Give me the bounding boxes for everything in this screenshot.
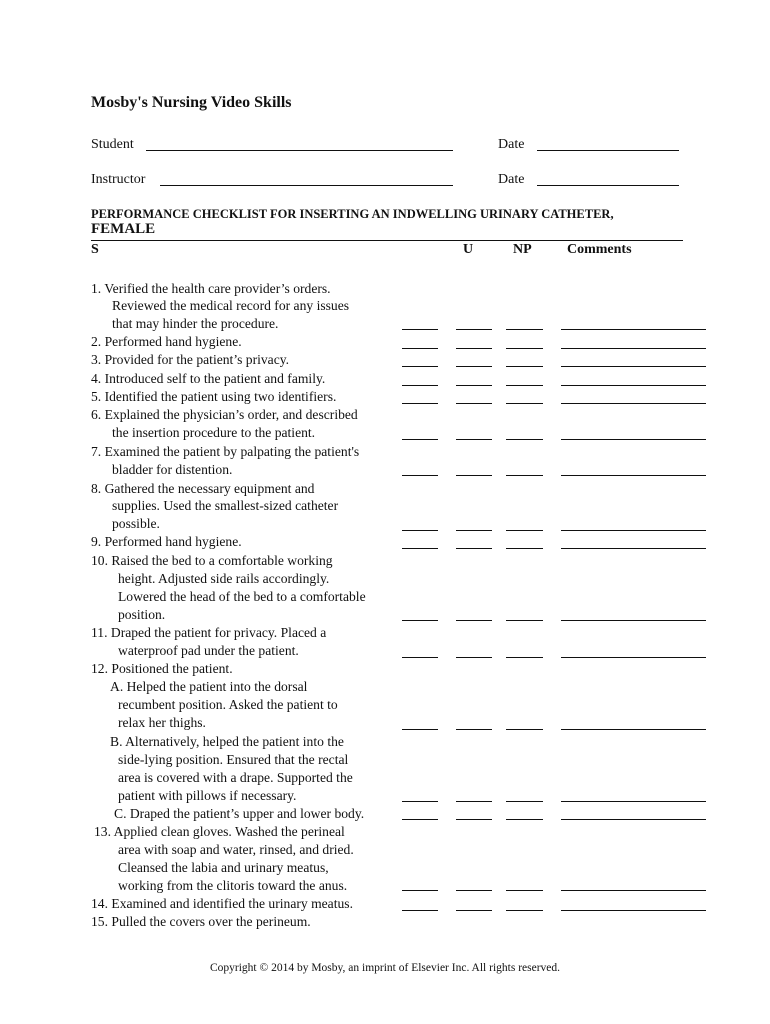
checklist-line: area with soap and water, rinsed, and dried. — [118, 842, 354, 857]
s-blank[interactable] — [402, 620, 438, 621]
np-blank[interactable] — [506, 729, 543, 730]
checklist-line: 2. Performed hand hygiene. — [91, 334, 242, 349]
checklist-line: 10. Raised the bed to a comfortable working — [91, 553, 333, 568]
checklist-line: supplies. Used the smallest-sized catheter — [112, 498, 339, 513]
u-blank[interactable] — [456, 366, 492, 367]
checklist-line: recumbent position. Asked the patient to — [118, 697, 338, 712]
instructor-date-field[interactable] — [537, 185, 679, 186]
copyright-footer: Copyright © 2014 by Mosby, an imprint of Elsevier Inc. All rights reserved. — [209, 962, 561, 974]
u-blank[interactable] — [456, 475, 492, 476]
s-blank[interactable] — [402, 403, 438, 404]
u-blank[interactable] — [456, 548, 492, 549]
checklist-line: that may hinder the procedure. — [112, 316, 279, 331]
np-blank[interactable] — [506, 819, 543, 820]
u-blank[interactable] — [456, 910, 492, 911]
comments-blank[interactable] — [561, 530, 706, 531]
s-blank[interactable] — [402, 657, 438, 658]
np-blank[interactable] — [506, 910, 543, 911]
checklist-line: position. — [118, 607, 166, 622]
column-header-np: NP — [513, 242, 532, 257]
comments-blank[interactable] — [561, 475, 706, 476]
checklist-line: patient with pillows if necessary. — [118, 788, 297, 803]
s-blank[interactable] — [402, 801, 438, 802]
checklist-line: 4. Introduced self to the patient and family. — [91, 371, 326, 386]
checklist-line: waterproof pad under the patient. — [118, 643, 299, 658]
comments-blank[interactable] — [561, 329, 706, 330]
u-blank[interactable] — [456, 439, 492, 440]
checklist-line: area is covered with a drape. Supported the — [118, 770, 353, 785]
s-blank[interactable] — [402, 329, 438, 330]
header-rule — [91, 240, 683, 241]
comments-blank[interactable] — [561, 403, 706, 404]
np-blank[interactable] — [506, 620, 543, 621]
u-blank[interactable] — [456, 329, 492, 330]
student-field[interactable] — [146, 150, 453, 151]
s-blank[interactable] — [402, 385, 438, 386]
instructor-field[interactable] — [160, 185, 453, 186]
date-label: Date — [498, 137, 525, 152]
s-blank[interactable] — [402, 366, 438, 367]
checklist-line: 3. Provided for the patient’s privacy. — [91, 352, 290, 367]
student-label: Student — [91, 137, 134, 152]
checklist-line: working from the clitoris toward the anus. — [118, 878, 348, 893]
np-blank[interactable] — [506, 348, 543, 349]
comments-blank[interactable] — [561, 801, 706, 802]
s-blank[interactable] — [402, 548, 438, 549]
comments-blank[interactable] — [561, 657, 706, 658]
checklist-line: 11. Draped the patient for privacy. Placed a — [91, 625, 327, 640]
student-date-field[interactable] — [537, 150, 679, 151]
checklist-line: 1. Verified the health care provider’s orders. — [91, 281, 331, 296]
u-blank[interactable] — [456, 530, 492, 531]
s-blank[interactable] — [402, 439, 438, 440]
comments-blank[interactable] — [561, 548, 706, 549]
checklist-title-line1: PERFORMANCE CHECKLIST FOR INSERTING AN INDWELLING URINARY CATHETER, — [91, 207, 614, 221]
np-blank[interactable] — [506, 329, 543, 330]
comments-blank[interactable] — [561, 439, 706, 440]
np-blank[interactable] — [506, 548, 543, 549]
comments-blank[interactable] — [561, 890, 706, 891]
checklist-title — [91, 207, 691, 237]
np-blank[interactable] — [506, 801, 543, 802]
np-blank[interactable] — [506, 657, 543, 658]
u-blank[interactable] — [456, 819, 492, 820]
column-header-comments: Comments — [567, 242, 632, 257]
np-blank[interactable] — [506, 403, 543, 404]
checklist-line: 6. Explained the physician’s order, and described — [91, 407, 358, 422]
checklist-line: C. Draped the patient’s upper and lower body. — [114, 806, 365, 821]
date-label-2: Date — [498, 172, 525, 187]
s-blank[interactable] — [402, 819, 438, 820]
np-blank[interactable] — [506, 366, 543, 367]
checklist-line: A. Helped the patient into the dorsal — [110, 679, 308, 694]
comments-blank[interactable] — [561, 729, 706, 730]
checklist-line: relax her thighs. — [118, 715, 206, 730]
comments-blank[interactable] — [561, 348, 706, 349]
checklist-line: 15. Pulled the covers over the perineum. — [91, 914, 311, 929]
u-blank[interactable] — [456, 890, 492, 891]
checklist-line: Cleansed the labia and urinary meatus, — [118, 860, 329, 875]
checklist-line: 12. Positioned the patient. — [91, 661, 233, 676]
comments-blank[interactable] — [561, 819, 706, 820]
instructor-label: Instructor — [91, 172, 146, 187]
comments-blank[interactable] — [561, 385, 706, 386]
u-blank[interactable] — [456, 657, 492, 658]
checklist-line: bladder for distention. — [112, 462, 233, 477]
checklist-line: 13. Applied clean gloves. Washed the perineal — [94, 824, 345, 839]
u-blank[interactable] — [456, 620, 492, 621]
comments-blank[interactable] — [561, 620, 706, 621]
checklist-line: the insertion procedure to the patient. — [112, 425, 316, 440]
checklist-line: possible. — [112, 516, 160, 531]
s-blank[interactable] — [402, 530, 438, 531]
checklist-line: 5. Identified the patient using two identifiers. — [91, 389, 337, 404]
u-blank[interactable] — [456, 801, 492, 802]
s-blank[interactable] — [402, 890, 438, 891]
checklist-line: 8. Gathered the necessary equipment and — [91, 481, 315, 496]
checklist-line: Reviewed the medical record for any issues — [112, 298, 350, 313]
checklist-line: 9. Performed hand hygiene. — [91, 534, 242, 549]
s-blank[interactable] — [402, 729, 438, 730]
checklist-line: height. Adjusted side rails accordingly. — [118, 571, 330, 586]
checklist-line: side-lying position. Ensured that the rectal — [118, 752, 349, 767]
np-blank[interactable] — [506, 385, 543, 386]
np-blank[interactable] — [506, 530, 543, 531]
s-blank[interactable] — [402, 475, 438, 476]
checklist-line: Lowered the head of the bed to a comfortable — [118, 589, 366, 604]
checklist-line: B. Alternatively, helped the patient into the — [110, 734, 344, 749]
s-blank[interactable] — [402, 910, 438, 911]
u-blank[interactable] — [456, 385, 492, 386]
column-header-u: U — [463, 242, 474, 257]
s-blank[interactable] — [402, 348, 438, 349]
column-header-s: S — [91, 242, 99, 257]
checklist-title-line2: FEMALE — [91, 221, 156, 237]
u-blank[interactable] — [456, 403, 492, 404]
checklist-line: 14. Examined and identified the urinary meatus. — [91, 896, 353, 911]
checklist-line: 7. Examined the patient by palpating the patient's — [91, 444, 360, 459]
comments-blank[interactable] — [561, 366, 706, 367]
np-blank[interactable] — [506, 890, 543, 891]
u-blank[interactable] — [456, 729, 492, 730]
np-blank[interactable] — [506, 475, 543, 476]
form-title: Mosby's Nursing Video Skills — [91, 94, 292, 111]
np-blank[interactable] — [506, 439, 543, 440]
u-blank[interactable] — [456, 348, 492, 349]
comments-blank[interactable] — [561, 910, 706, 911]
